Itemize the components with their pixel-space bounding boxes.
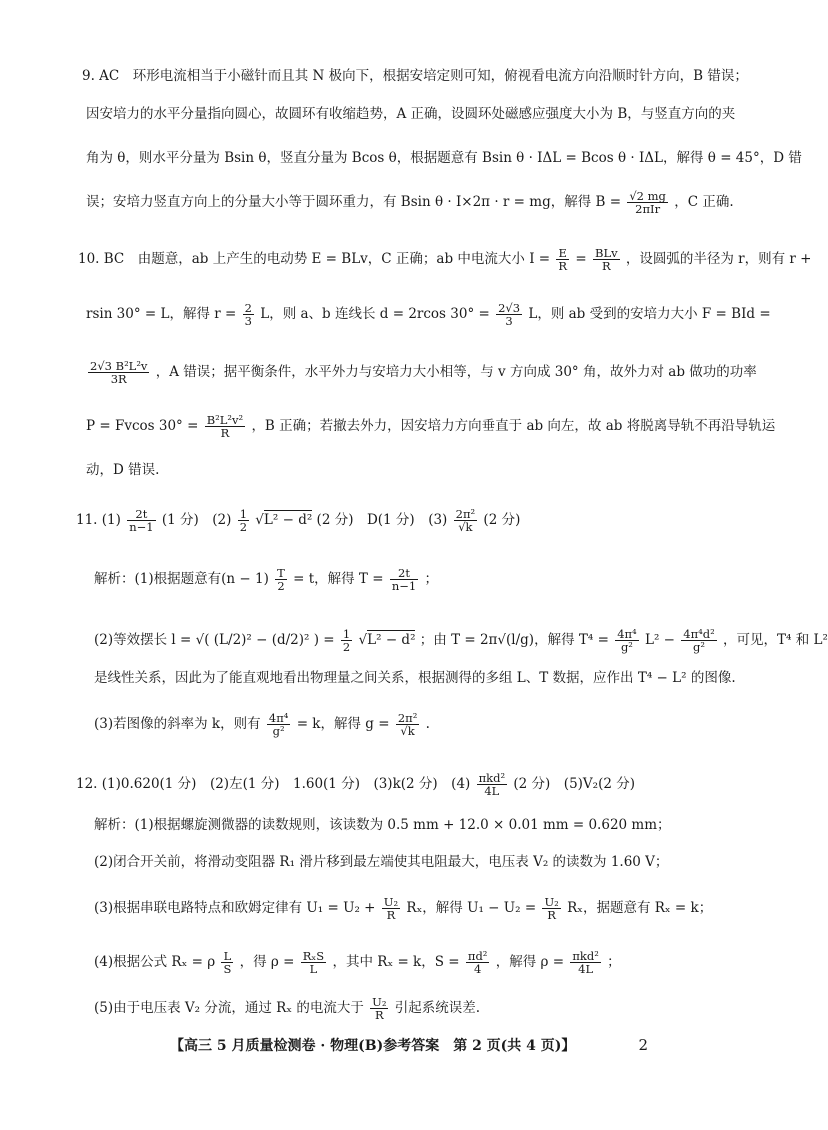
q12-fraction: $\frac{\text{U₂}}{R}$ (372, 995, 387, 1022)
q9-text: 误；安培力竖直方向上的分量大小等于圆环重力，有 Bsin θ · I×2π · r = mg，解得 B = (86, 194, 622, 210)
q10-fraction: $\frac{\text{B²L²v²}}{R}$ (206, 413, 244, 440)
q9-fraction: $\frac{√2 mg}{\text{2πIr}}$ (629, 189, 666, 216)
q11-fraction: $\frac{2t}{n-1}$ (391, 566, 417, 593)
q12-fraction: $\frac{\text{πkd²}}{4L}$ (572, 949, 599, 976)
q12-fraction: $\frac{\text{πd²}}{4}$ (467, 949, 488, 976)
q11-fraction: $\frac{\text{2π²}}{√k}$ (397, 711, 418, 738)
q12-fraction: $\frac{\text{RₓS}}{L}$ (302, 949, 325, 976)
q10-line-3: $\frac{\text{2√3 B²L²v}}{3R}$ ，A 错误；据平衡条件，水平外力与安培力大小相等，与 v 方向成 30° 角，故外力对 ab 做功的功率 (90, 359, 757, 386)
q12-explain-4: (4)根据公式 Rₓ = ρ $\frac{L}{S}$ ，得 ρ = $\frac{\text{RₓS}}{L}$ ，其中 Rₓ = k，S = $\frac{\text{πd²}}{4}$ ，解得 ρ = $\frac{\text{πkd²}}{4L}$ ； (94, 949, 621, 976)
q11-sqrt: L² − d² (263, 512, 313, 528)
q11-fraction: $\frac{T}{2}$ (277, 566, 285, 593)
q12-fraction: $\frac{L}{S}$ (223, 949, 232, 976)
q12-fraction: $\frac{\text{πkd²}}{4L}$ (478, 771, 506, 798)
q9-line-4 (86, 190, 734, 215)
q12-explain-2: (2)闭合开关前，将滑动变阻器 R₁ 滑片移到最左端使其电阻最大，电压表 V₂ 的读数为 1.60 V； (94, 854, 669, 870)
q11-explain-2: (2)等效摆长 l = √( (L/2)² − (d/2)² ) = $\frac{1}{2}$ √L² − d² ；由 T = 2π√(l/g)，解得 T⁴ = $\frac{\text{4π⁴}}{\text{g²}}$ L² − $\frac{\text{4π⁴d²}}{\text{g²}}$ ，可见，T⁴ 和 L² (94, 627, 828, 654)
q12-explain-1: 解析：(1)根据螺旋测微器的读数规则，该读数为 0.5 mm + 12.0 × 0.01 mm = 0.620 mm； (94, 817, 671, 833)
q12-explain-5: (5)由于电压表 V₂ 分流，通过 Rₓ 的电流大于 $\frac{\text{U₂}}{R}$ 引起系统误差. (94, 995, 481, 1022)
q10-line-4: P = Fvcos 30° = $\frac{\text{B²L²v²}}{R}$ ，B 正确；若撤去外力，因安培力方向垂直于 ab 向左，故 ab 将脱离导轨不再沿导轨运 (86, 413, 776, 440)
q10-line-2: rsin 30° = L，解得 r = $\frac{2}{3}$ L，则 a、b 连线长 d = 2rcos 30° = $\frac{2√3}{3}$ L，则 ab 受到的安培力大小 F = BId = (86, 301, 771, 328)
q10-fraction: $\frac{E}{R}$ (558, 246, 568, 273)
q12-fraction: $\frac{\text{U₂}}{R}$ (544, 895, 559, 922)
q10-fraction: $\frac{\text{2√3 B²L²v}}{3R}$ (90, 359, 148, 386)
q11-fraction: $\frac{\text{4π⁴}}{\text{g²}}$ (617, 627, 637, 654)
q10-fraction: $\frac{2}{3}$ (244, 301, 252, 328)
q10-line-1: 10. BC 由题意，ab 上产生的电动势 E = BLv，C 正确；ab 中电流大小 I = $\frac{E}{R}$ = $\frac{\text{BLv}}{R}$ ，设圆弧的半径为 r，则有 r + (78, 246, 812, 273)
q9-text: ，C 正确. (674, 194, 734, 210)
q9-line-1: 9. AC 环形电流相当于小磁针而且其 N 极向下，根据安培定则可知，俯视看电流方向沿顺时针方向，B 错误； (82, 68, 748, 84)
q11-explain-4: (3)若图像的斜率为 k，则有 $\frac{\text{4π⁴}}{\text{g²}}$ = k，解得 g = $\frac{\text{2π²}}{√k}$ . (94, 711, 430, 738)
page-corner-number: 2 (638, 1036, 648, 1054)
q11-fraction: $\frac{\text{2π²}}{√k}$ (455, 507, 476, 534)
page-footer: 【高三 5 月质量检测卷 · 物理(B)参考答案 第 2 页(共 4 页)】 (170, 1038, 576, 1054)
q11-answer-line: 11. (1) $\frac{2t}{n-1}$ (1 分) (2) $\frac{1}{2}$ √L² − d² (2 分) D(1 分) (3) $\frac{\text{2π²}}{√k}$ (2 分) (76, 507, 521, 534)
q10-line-5: 动，D 错误. (86, 462, 160, 478)
q9-line-3: 角为 θ，则水平分量为 Bsin θ，竖直分量为 Bcos θ，根据题意有 Bsin θ · IΔL = Bcos θ · IΔL，解得 θ = 45°，D 错 (86, 150, 802, 166)
q11-fraction: $\frac{\text{4π⁴}}{\text{g²}}$ (268, 711, 289, 738)
q12-answer-line: 12. (1)0.620(1 分) (2)左(1 分) 1.60(1 分) (3)k(2 分) (4) $\frac{\text{πkd²}}{4L}$ (2 分) (5)V₂(2 分) (76, 771, 636, 798)
q11-fraction: $\frac{2t}{n-1}$ (129, 507, 154, 534)
q11-fraction: $\frac{\text{4π⁴d²}}{\text{g²}}$ (683, 627, 715, 654)
q10-fraction: $\frac{2√3}{3}$ (498, 301, 521, 328)
q12-fraction: $\frac{\text{U₂}}{R}$ (383, 895, 399, 922)
q11-explain-1: 解析：(1)根据题意有(n − 1) $\frac{T}{2}$ = t，解得 T = $\frac{2t}{n-1}$ ； (94, 566, 438, 593)
q9-line-2: 因安培力的水平分量指向圆心，故圆环有收缩趋势，A 正确，设圆环处磁感应强度大小为 B，与竖直方向的夹 (86, 106, 736, 122)
q11-explain-3: 是线性关系，因此为了能直观地看出物理量之间关系，根据测得的多组 L、T 数据，应作出 T⁴ − L² 的图像. (94, 670, 736, 686)
q11-sqrt: L² − d² (367, 632, 416, 648)
q10-fraction: $\frac{\text{BLv}}{R}$ (595, 246, 618, 273)
q11-fraction: $\frac{1}{2}$ (342, 627, 351, 654)
q12-explain-3: (3)根据串联电路特点和欧姆定律有 U₁ = U₂ + $\frac{\text{U₂}}{R}$ Rₓ，解得 U₁ − U₂ = $\frac{\text{U₂}}{R}$ Rₓ，据题意有 Rₓ = k； (94, 895, 713, 922)
q11-fraction: $\frac{1}{2}$ (239, 507, 248, 534)
